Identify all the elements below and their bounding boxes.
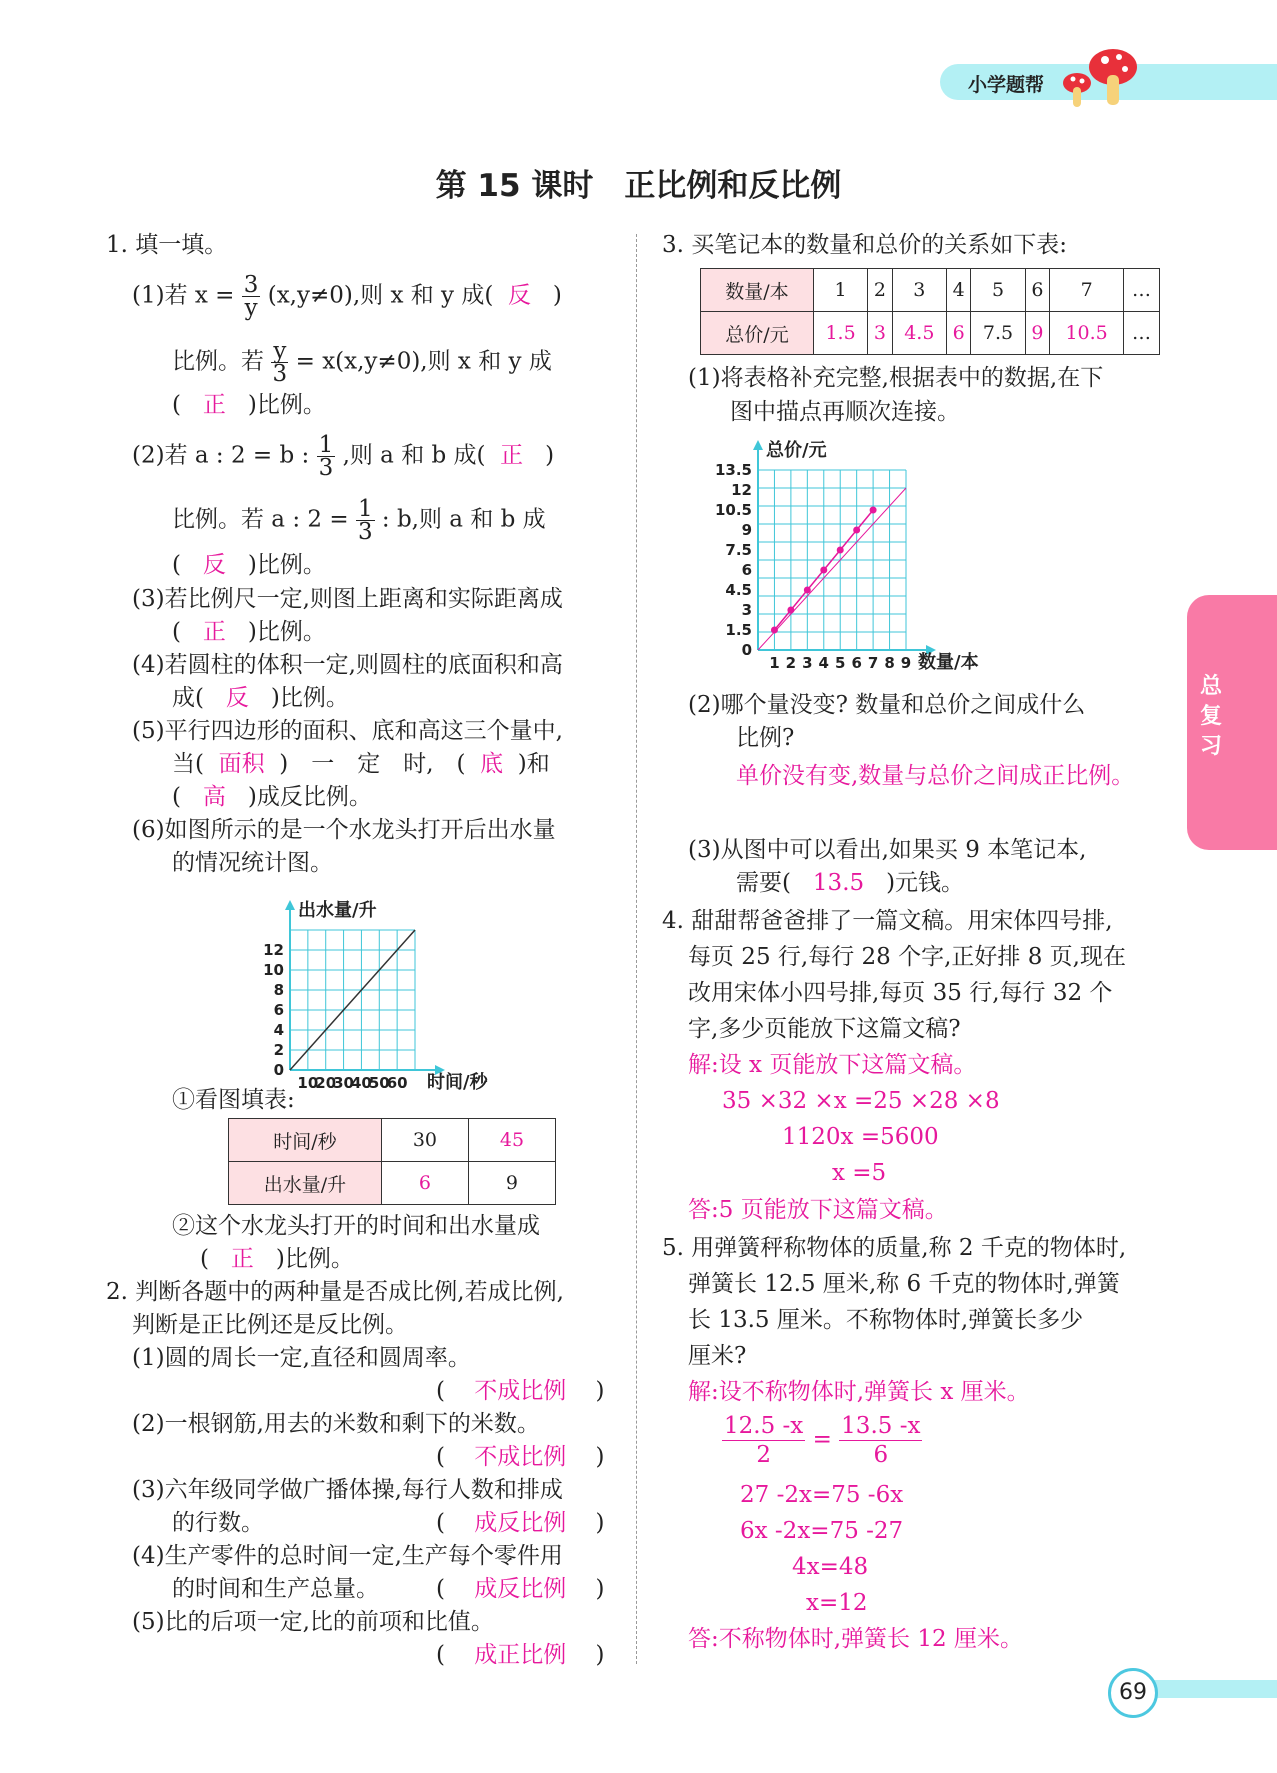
- q2-item-4: (4)生产零件的总时间一定,生产每个零件用: [132, 1543, 563, 1569]
- answer-text: 底: [480, 751, 504, 777]
- y-tick-label: 2: [273, 1041, 284, 1059]
- fraction: $\frac{y}{3}$: [272, 338, 288, 387]
- x-tick-label: 60: [386, 1074, 408, 1092]
- q5-solution-3: 27 -2x=75 -6x: [740, 1482, 904, 1508]
- q2-item-4-cont: 的时间和生产总量。: [172, 1576, 379, 1602]
- side-tab-label: 总复习: [1199, 674, 1222, 759]
- table-row: [701, 312, 1160, 355]
- q1-heading: 1. 填一填。: [106, 232, 228, 258]
- q1-5-line1: (5)平行四边形的面积、底和高这三个量中,: [132, 718, 563, 744]
- q4-solution-1: 解:设 x 页能放下这篇文稿。: [688, 1052, 977, 1078]
- page-number: 69: [1108, 1668, 1158, 1718]
- y-tick-label: 6: [273, 1001, 284, 1019]
- y-tick-label: 9: [741, 521, 752, 539]
- q5-line2: 弹簧长 12.5 厘米,称 6 千克的物体时,弹簧: [688, 1271, 1120, 1297]
- table-row: [229, 1162, 556, 1205]
- q5-solution-6: x=12: [806, 1590, 868, 1616]
- table-cell: 5: [971, 269, 1025, 312]
- q5-line1: 5. 用弹簧秤称物体的质量,称 2 千克的物体时,: [662, 1235, 1127, 1261]
- answer-text: 正: [500, 442, 524, 469]
- q3-sub2-answer: 单价没有变,数量与总价之间成正比例。: [736, 763, 1135, 789]
- table-cell: 6: [946, 312, 971, 355]
- answer-text: 13.5: [812, 870, 865, 896]
- x-tick-label: 10: [297, 1074, 319, 1092]
- q2-heading-2: 判断是正比例还是反比例。: [132, 1312, 408, 1338]
- table-cell: 30: [381, 1119, 468, 1162]
- column-divider: [636, 234, 637, 1664]
- q3-heading: 3. 买笔记本的数量和总价的关系如下表:: [662, 232, 1068, 258]
- table-cell: …: [1124, 312, 1160, 355]
- q2-heading-1: 2. 判断各题中的两种量是否成比例,若成比例,: [106, 1279, 564, 1305]
- q2-answer-5: ( 成正比例 ): [436, 1642, 605, 1668]
- table-row: [229, 1119, 556, 1162]
- y-axis-arrow: [285, 900, 295, 910]
- header-label: 小学题帮: [968, 74, 1045, 96]
- q5-solution-4: 6x -2x=75 -27: [740, 1518, 904, 1544]
- data-point: [787, 607, 794, 614]
- table-cell: 6: [381, 1162, 468, 1205]
- y-tick-label: 7.5: [725, 541, 752, 559]
- fraction: $\frac{1}{3}$: [357, 496, 373, 545]
- data-point: [853, 527, 860, 534]
- y-tick-label: 8: [273, 981, 284, 999]
- table-cell: 总价/元: [701, 312, 814, 355]
- q1-4-line1: (4)若圆柱的体积一定,则圆柱的底面积和高: [132, 652, 563, 678]
- q4-solution-3: 1120x =5600: [782, 1124, 939, 1150]
- q3-sub3-line2: 需要( 13.5 )元钱。: [736, 870, 965, 896]
- q1-1-line1: (1)若 x = $\frac{3}{y}$ (x,y≠0),则 x 和 y 成( 反 ): [132, 272, 562, 321]
- x-axis-title: 时间/秒: [427, 1072, 488, 1093]
- y-tick-label: 12: [263, 941, 284, 959]
- table-cell: 时间/秒: [229, 1119, 382, 1162]
- q4-line4: 字,多少页能放下这篇文稿?: [688, 1016, 961, 1042]
- y-tick-label: 12: [731, 481, 752, 499]
- q3-sub1-line2: 图中描点再顺次连接。: [730, 399, 960, 425]
- table-cell: 45: [468, 1119, 555, 1162]
- x-tick-label: 6: [851, 654, 862, 672]
- q2-item-3-cont: 的行数。: [172, 1510, 264, 1536]
- table-cell: 9: [468, 1162, 555, 1205]
- answer-text: 反: [202, 552, 226, 578]
- y-tick-label: 0: [273, 1061, 284, 1079]
- x-axis-title: 数量/本: [918, 652, 979, 673]
- q1-1-line3: ( 正 )比例。: [172, 392, 326, 418]
- answer-text: 高: [202, 784, 226, 810]
- x-tick-label: 2: [785, 654, 797, 672]
- q1-3-line1: (3)若比例尺一定,则图上距离和实际距离成: [132, 586, 563, 612]
- table-cell: 3: [892, 269, 946, 312]
- table-cell: 7.5: [971, 312, 1025, 355]
- table-cell: 3: [868, 312, 893, 355]
- q3-sub1-line1: (1)将表格补充完整,根据表中的数据,在下: [688, 365, 1104, 391]
- q1-5-line2: 当( 面积 ) 一 定 时, ( 底 )和: [172, 751, 550, 777]
- q2-answer-3: ( 成反比例 ): [436, 1510, 605, 1536]
- answer-text: 正: [202, 392, 226, 418]
- q2-item-5: (5)比的后项一定,比的前项和比值。: [132, 1609, 494, 1635]
- q2-item-2: (2)一根钢筋,用去的米数和剩下的米数。: [132, 1411, 540, 1437]
- x-tick-label: 8: [884, 654, 895, 672]
- q1-2-line1: (2)若 a : 2 = b : $\frac{1}{3}$ ,则 a 和 b 成( 正 ): [132, 432, 555, 481]
- table-cell: 4.5: [892, 312, 946, 355]
- q5-answer: 答:不称物体时,弹簧长 12 厘米。: [688, 1626, 1023, 1652]
- y-tick-label: 4: [273, 1021, 284, 1039]
- table-cell: 2: [868, 269, 893, 312]
- notebook-price-chart: [714, 432, 1038, 682]
- x-tick-label: 20: [315, 1074, 337, 1092]
- q5-solution-5: 4x=48: [792, 1554, 869, 1580]
- answer-text: 面积: [218, 751, 265, 777]
- q4-solution-4: x =5: [832, 1160, 887, 1186]
- table-cell: 数量/本: [701, 269, 814, 312]
- q5-line4: 厘米?: [688, 1343, 747, 1369]
- q4-answer: 答:5 页能放下这篇文稿。: [688, 1197, 948, 1223]
- q2-item-1: (1)圆的周长一定,直径和圆周率。: [132, 1345, 471, 1371]
- q1-6-q2-line1: ②这个水龙头打开的时间和出水量成: [172, 1213, 540, 1239]
- q5-solution-1: 解:设不称物体时,弹簧长 x 厘米。: [688, 1379, 1030, 1405]
- y-axis-title: 总价/元: [766, 440, 827, 461]
- fraction: $\frac{3}{y}$: [243, 272, 259, 321]
- fraction: $\frac{1}{3}$: [318, 432, 334, 481]
- q1-6-q2-line2: ( 正 )比例。: [200, 1246, 354, 1272]
- q1-1-line2: 比例。若 $\frac{y}{3}$ = x(x,y≠0),则 x 和 y 成: [172, 338, 552, 387]
- y-axis-arrow: [753, 440, 763, 450]
- water-flow-chart: [255, 880, 535, 1093]
- q1-6-read-label: ①看图填表:: [172, 1087, 295, 1113]
- trend-line: [758, 488, 906, 650]
- q5-equation-fractions: $\frac{12.5 -x}{2}$ = $\frac{13.5 -x}{6}$: [724, 1413, 921, 1468]
- y-tick-label: 4.5: [725, 581, 752, 599]
- q1-6-line2: 的情况统计图。: [172, 850, 333, 876]
- table-cell: 7: [1050, 269, 1124, 312]
- q3-sub3-line1: (3)从图中可以看出,如果买 9 本笔记本,: [688, 837, 1087, 863]
- q1-5-line3: ( 高 )成反比例。: [172, 784, 372, 810]
- x-tick-label: 9: [900, 654, 912, 672]
- table-cell: …: [1124, 269, 1160, 312]
- q1-6-line1: (6)如图所示的是一个水龙头打开后出水量: [132, 817, 556, 843]
- data-point: [804, 587, 811, 594]
- data-point: [870, 507, 877, 514]
- y-tick-label: 13.5: [714, 461, 752, 479]
- q1-2-line2: 比例。若 a : 2 = $\frac{1}{3}$ : b,则 a 和 b 成: [172, 496, 546, 545]
- footer-bar: [1150, 1680, 1277, 1698]
- q1-4-line2: 成( 反 )比例。: [172, 685, 349, 711]
- y-axis-title: 出水量/升: [298, 900, 377, 921]
- y-tick-label: 6: [741, 561, 752, 579]
- q4-solution-2: 35 ×32 ×x =25 ×28 ×8: [722, 1088, 1000, 1114]
- q1-2-line3: ( 反 )比例。: [172, 552, 326, 578]
- series-line: [290, 930, 415, 1070]
- table-cell: 1: [814, 269, 868, 312]
- y-tick-label: 10.5: [714, 501, 752, 519]
- q2-answer-2: ( 不成比例 ): [436, 1444, 605, 1470]
- q4-line3: 改用宋体小四号排,每页 35 行,每行 32 个: [688, 980, 1113, 1006]
- y-tick-label: 1.5: [725, 621, 752, 639]
- answer-text: 正: [230, 1246, 254, 1272]
- table-cell: 9: [1025, 312, 1050, 355]
- answer-text: 反: [225, 685, 249, 711]
- table-cell: 10.5: [1050, 312, 1124, 355]
- q2-answer-4: ( 成反比例 ): [436, 1576, 605, 1602]
- table-cell: 4: [946, 269, 971, 312]
- data-point: [837, 547, 844, 554]
- x-tick-label: 7: [867, 654, 879, 672]
- water-table: [228, 1118, 556, 1205]
- q4-line1: 4. 甜甜帮爸爸排了一篇文稿。用宋体四号排,: [662, 908, 1113, 934]
- q1-3-line2: ( 正 )比例。: [172, 619, 326, 645]
- x-tick-label: 4: [818, 654, 829, 672]
- x-tick-label: 50: [368, 1074, 390, 1092]
- answer-text: 正: [202, 619, 226, 645]
- table-cell: 1.5: [814, 312, 868, 355]
- page-title: 第 15 课时 正比例和反比例: [435, 168, 842, 204]
- q2-answer-1: ( 不成比例 ): [436, 1378, 605, 1404]
- q4-line2: 每页 25 行,每行 28 个字,正好排 8 页,现在: [688, 944, 1126, 970]
- table-cell: 6: [1025, 269, 1050, 312]
- y-tick-label: 0: [741, 641, 752, 659]
- q2-item-3: (3)六年级同学做广播体操,每行人数和排成: [132, 1477, 563, 1503]
- y-tick-label: 10: [263, 961, 284, 979]
- table-row: [701, 269, 1160, 312]
- q3-sub2-line1: (2)哪个量没变? 数量和总价之间成什么: [688, 692, 1086, 718]
- data-point: [820, 567, 827, 574]
- table-cell: 出水量/升: [229, 1162, 382, 1205]
- answer-text: 反: [507, 282, 531, 309]
- x-tick-label: 30: [333, 1074, 355, 1092]
- q3-sub2-line2: 比例?: [736, 725, 795, 751]
- q5-line3: 长 13.5 厘米。不称物体时,弹簧长多少: [688, 1307, 1084, 1333]
- notebook-table: [700, 268, 1160, 355]
- mushroom-icon: [1055, 45, 1145, 115]
- y-tick-label: 3: [741, 601, 752, 619]
- x-tick-label: 1: [769, 654, 780, 672]
- x-tick-label: 5: [835, 654, 846, 672]
- x-tick-label: 40: [350, 1074, 372, 1092]
- x-tick-label: 3: [802, 654, 813, 672]
